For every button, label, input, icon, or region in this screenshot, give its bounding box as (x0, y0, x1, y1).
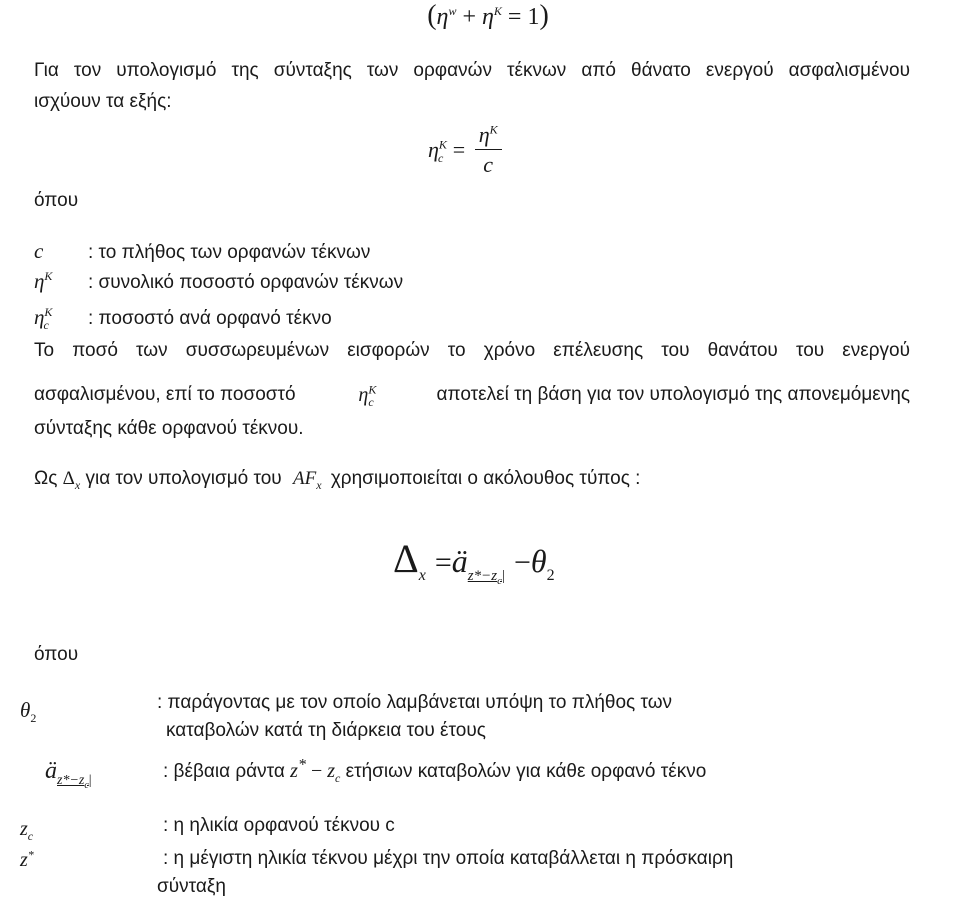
def-annuity-symbol: $ä_{z*-z_c|}$ (45, 758, 92, 791)
def-zstar-desc-1: : η μέγιστη ηλικία τέκνου μέχρι την οποία καταβάλλεται η πρόσκαιρη (163, 848, 734, 869)
def-symbol: $\eta^K_c$ (34, 305, 53, 333)
where-label-1: όπου (34, 190, 79, 211)
def-zc-desc: : η ηλικία ορφανού τέκνου c (163, 815, 395, 836)
def-c-row (34, 240, 370, 264)
def-theta-desc-2: καταβολών κατά τη διάρκεια του έτους (166, 720, 486, 741)
inline-eta-symbol: $\eta^K_c$ (358, 382, 377, 409)
def-theta-symbol: $\theta_2$ (20, 698, 37, 726)
para2-line-3: σύνταξης κάθε ορφανού τέκνου. (34, 418, 304, 439)
para2-line-1: Το ποσό των συσσωρευμένων εισφορών το χρόνο επέλευσης του θανάτου του ενεργού (34, 340, 910, 361)
para3-line: Ως $\Delta_x$ για τον υπολογισμό του $AF_x$ χρησιμοποιείται ο ακόλουθος τύπος : (34, 468, 641, 492)
equation-eta-per-child: $\eta^K_c$ = $\frac{\eta^K}{c}$ (428, 122, 502, 178)
def-zstar-desc-2: σύνταξη (157, 876, 226, 897)
def-symbol: c (34, 239, 44, 263)
intro-line-2: ισχύουν τα εξής: (34, 91, 172, 112)
def-desc: : το πλήθος των ορφανών τέκνων (88, 242, 371, 263)
def-zstar-symbol: z* (20, 847, 34, 871)
equation-eta-sum: $(\eta^w + \eta^K = 1)$ (427, 0, 549, 31)
intro-line-1: Για τον υπολογισμό της σύνταξης των ορφανών τέκνων από θάνατο ενεργού ασφαλισμένου (34, 60, 910, 81)
def-desc: : ποσοστό ανά ορφανό τέκνο (88, 308, 332, 329)
def-theta-desc-1: : παράγοντας με τον οποίο λαμβάνεται υπόψη το πλήθος των (157, 692, 673, 713)
def-desc: : συνολικό ποσοστό ορφανών τέκνων (88, 272, 404, 293)
where-label-2: όπου (34, 644, 79, 665)
def-etaK-row (34, 270, 403, 294)
def-annuity-desc: : βέβαια ράντα $z^* - z_c$ ετήσιων καταβολών για κάθε ορφανό τέκνο (163, 756, 707, 785)
equation-delta: $\Delta_x$ $=ä_{z*-z_c|} -\theta_2$ (393, 536, 555, 588)
def-symbol: $\eta^K$ (34, 269, 53, 293)
def-zc-symbol: $z_c$ (20, 818, 34, 843)
def-etacK-row (34, 305, 332, 333)
para2-line-2: ασφαλισμένου, επί το ποσοστό $\eta^K_c$ αποτελεί τη βάση για τον υπολογισμό της απονεμόμενης (34, 382, 910, 409)
